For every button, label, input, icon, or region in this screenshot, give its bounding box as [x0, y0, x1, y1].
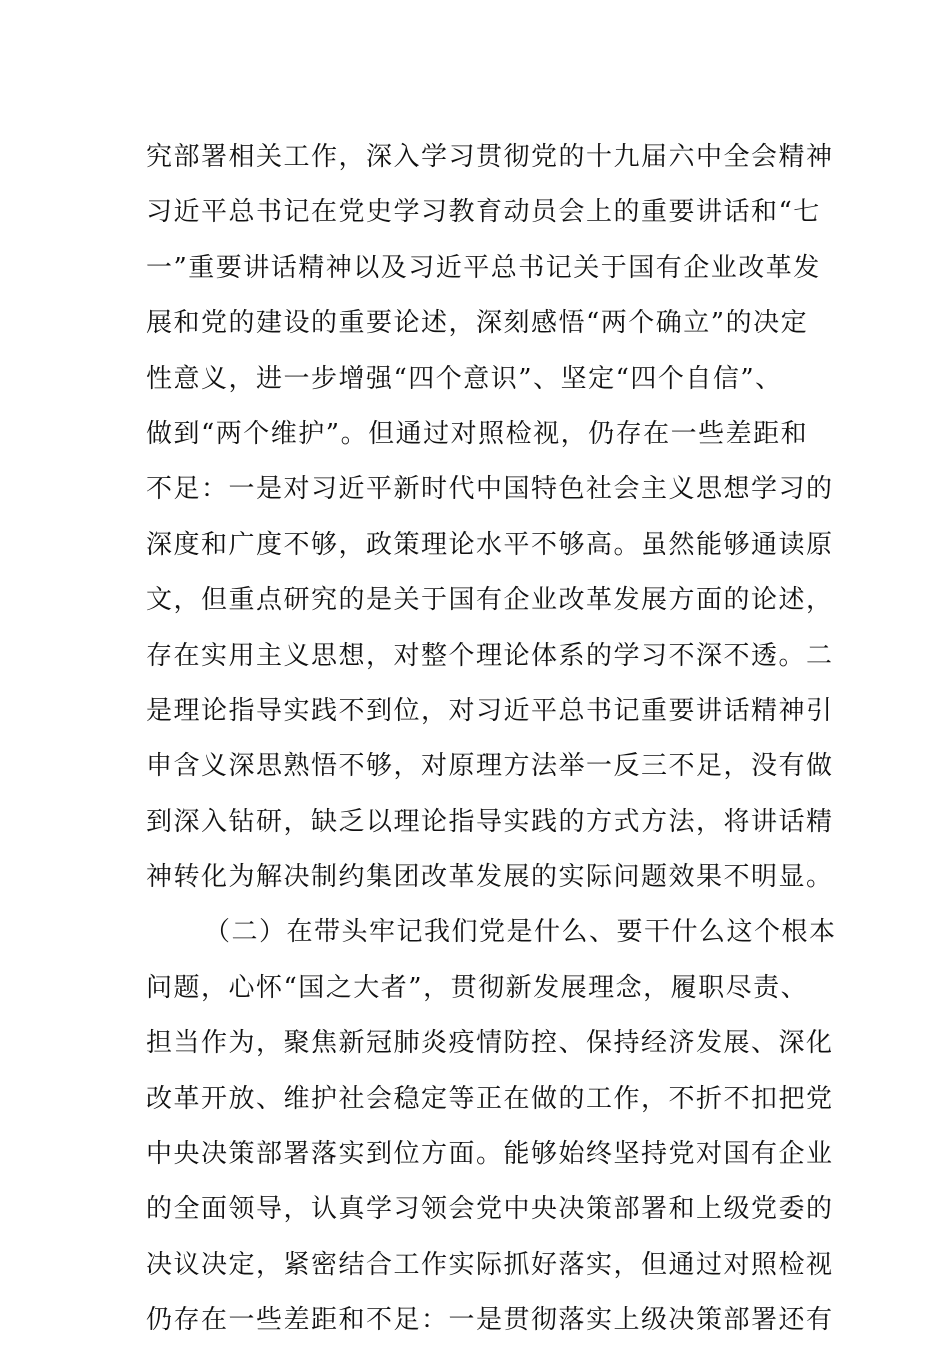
text-line: 展和党的建设的重要论述，深刻感悟“两个确立”的决定	[146, 308, 809, 339]
text-line: 仍存在一些差距和不足：一是贯彻落实上级决策部署还有	[146, 1305, 834, 1336]
text-line: 做到“两个维护”。但通过对照检视，仍存在一些差距和	[146, 418, 809, 449]
text-line: 是理论指导实践不到位，对习近平总书记重要讲话精神引	[146, 695, 834, 726]
text-line: 不足：一是对习近平新时代中国特色社会主义思想学习的	[146, 474, 834, 505]
text-line: 一”重要讲话精神以及习近平总书记关于国有企业改革发	[146, 252, 821, 283]
text-line: 神转化为解决制约集团改革发展的实际问题效果不明显。	[146, 862, 834, 893]
text-line: 性意义，进一步增强“四个意识”、坚定“四个自信”、	[146, 363, 783, 394]
text-line: 决议决定，紧密结合工作实际抓好落实，但通过对照检视	[146, 1249, 834, 1280]
text-line: 申含义深思熟悟不够，对原理方法举一反三不足，没有做	[146, 751, 834, 782]
text-line: 习近平总书记在党史学习教育动员会上的重要讲话和“七	[146, 197, 821, 228]
text-line: 到深入钻研，缺乏以理论指导实践的方式方法，将讲话精	[146, 806, 834, 837]
text-line: 文，但重点研究的是关于国有企业改革发展方面的论述，	[146, 585, 834, 616]
section-heading-line: （二）在带头牢记我们党是什么、要干什么这个根本	[204, 917, 837, 948]
text-line: 存在实用主义思想，对整个理论体系的学习不深不透。二	[146, 640, 834, 671]
text-line: 中央决策部署落实到位方面。能够始终坚持党对国有企业	[146, 1139, 834, 1170]
text-line: 担当作为，聚焦新冠肺炎疫情防控、保持经济发展、深化	[146, 1028, 834, 1059]
text-line: 改革开放、维护社会稳定等正在做的工作，不折不扣把党	[146, 1083, 834, 1114]
text-line: 深度和广度不够，政策理论水平不够高。虽然能够通读原	[146, 529, 834, 560]
text-line: 问题，心怀“国之大者”，贯彻新发展理念，履职尽责、	[146, 972, 809, 1003]
body-text	[146, 130, 837, 1349]
text-line: 究部署相关工作，深入学习贯彻党的十九届六中全会精神	[146, 142, 834, 172]
text-line: 的全面领导，认真学习领会党中央决策部署和上级党委的	[146, 1194, 834, 1225]
